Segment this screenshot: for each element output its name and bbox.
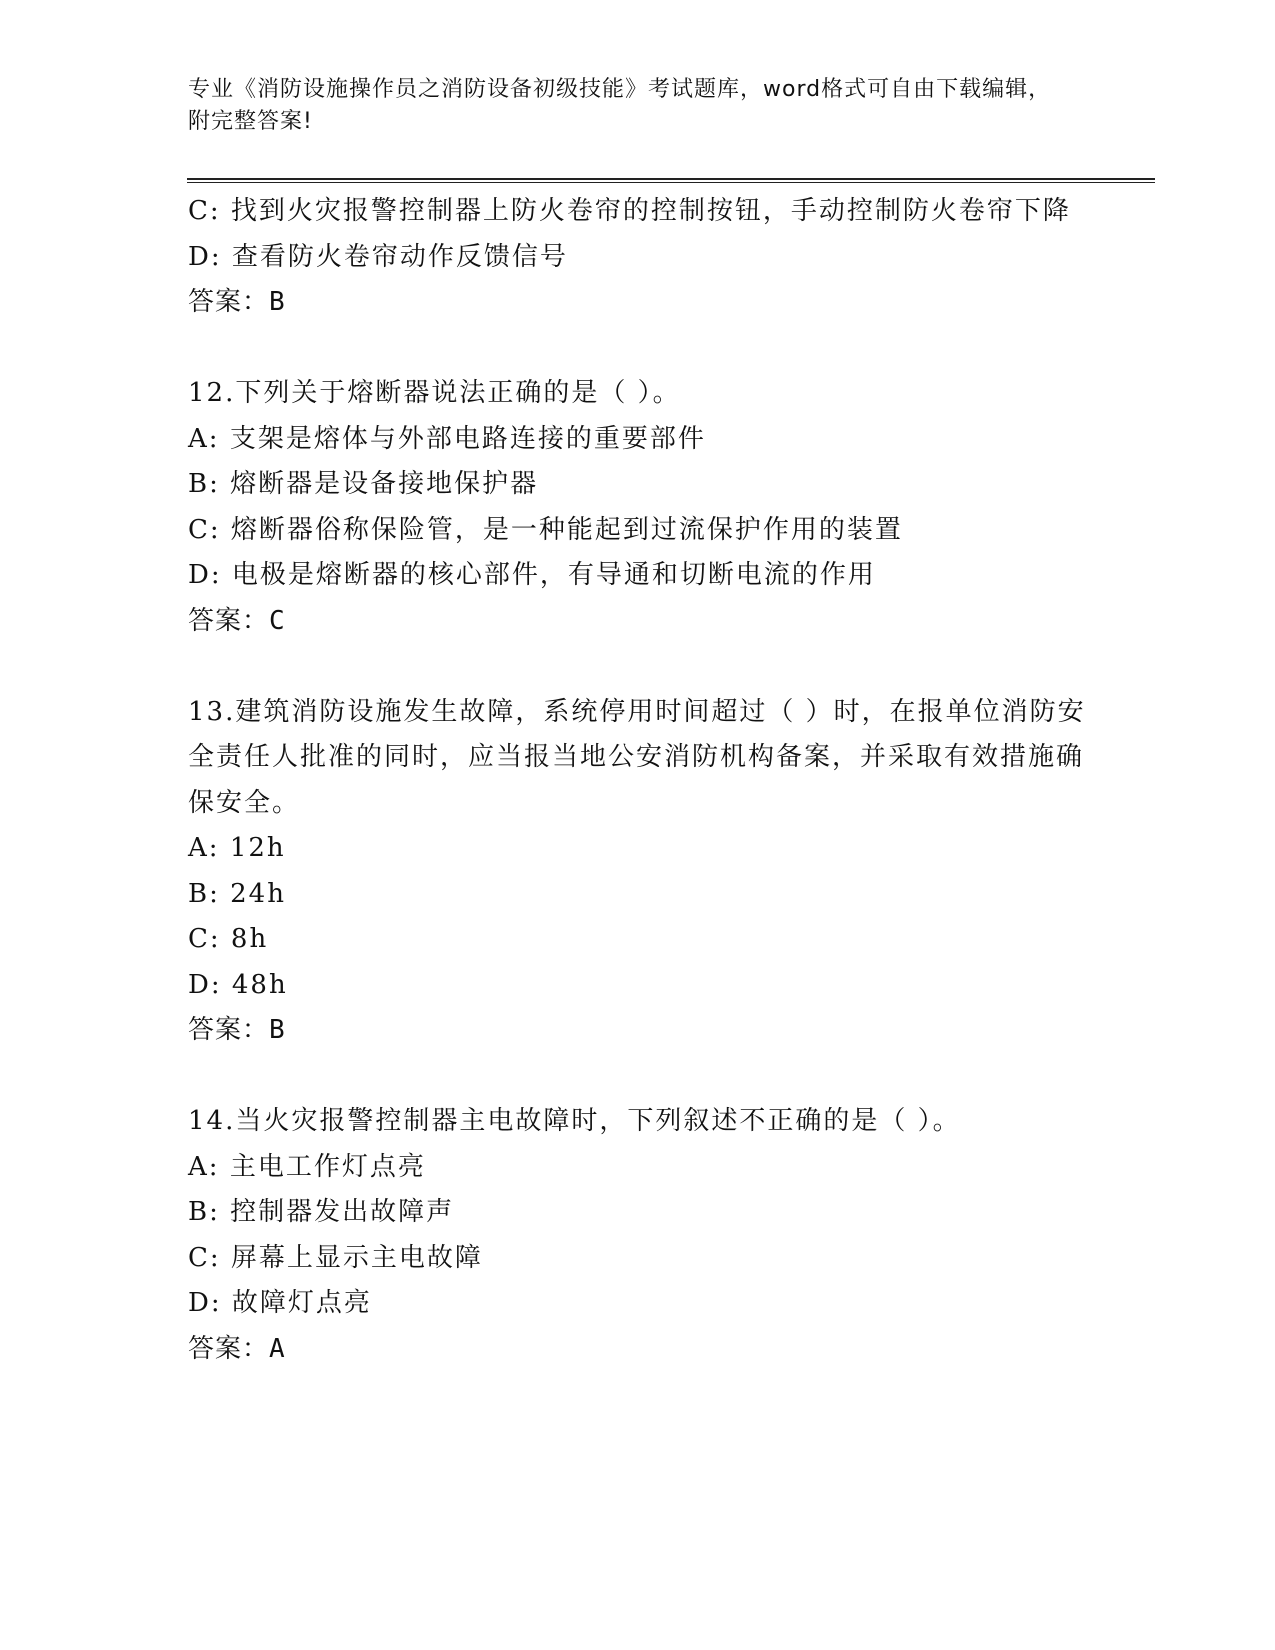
spacer <box>188 326 1088 372</box>
question-stem: 14.当火灾报警控制器主电故障时，下列叙述不正确的是（ ）。 <box>188 1106 961 1136</box>
option-b: B: 熔断器是设备接地保护器 <box>188 469 539 499</box>
option-d: D: 电极是熔断器的核心部件，有导通和切断电流的作用 <box>188 560 876 590</box>
option-a: A: 支架是熔体与外部电路连接的重要部件 <box>188 423 706 454</box>
header-divider-thick <box>187 178 1155 180</box>
option-c: C: 熔断器俗称保险管，是一种能起到过流保护作用的装置 <box>188 514 903 545</box>
header-divider-thin <box>187 182 1155 183</box>
answer-line: 答案：A <box>188 1333 286 1364</box>
answer-line: 答案：B <box>188 287 286 317</box>
question-12 <box>188 371 1088 644</box>
question-stem: 13.建筑消防设施发生故障，系统停用时间超过（ ）时，在报单位消防安全责任人批准的同时，应当报当地公安消防机构备案，并采取有效措施确保安全。 <box>188 696 1086 818</box>
answer-value: A <box>269 1333 286 1364</box>
answer-line: 答案：C <box>188 605 286 636</box>
option-c: C: 找到火灾报警控制器上防火卷帘的控制按钮，手动控制防火卷帘下降 <box>188 196 1071 226</box>
answer-value: C <box>269 605 286 636</box>
answer-value: B <box>269 1015 286 1045</box>
question-14 <box>188 1099 1088 1372</box>
question-list <box>188 189 1088 1372</box>
question-11-continued <box>188 189 1088 326</box>
option-c: C: 屏幕上显示主电故障 <box>188 1242 483 1273</box>
question-13 <box>188 690 1088 1054</box>
answer-line: 答案：B <box>188 1015 286 1045</box>
answer-value: B <box>269 287 286 317</box>
option-b: B: 控制器发出故障声 <box>188 1197 455 1227</box>
option-c: C: 8h <box>188 924 269 954</box>
spacer <box>188 644 1088 690</box>
option-d: D: 48h <box>188 969 288 1000</box>
option-a: A: 主电工作灯点亮 <box>188 1151 426 1182</box>
option-d: D: 故障灯点亮 <box>188 1288 372 1318</box>
question-stem: 12.下列关于熔断器说法正确的是（ ）。 <box>188 378 681 408</box>
spacer <box>188 1054 1088 1100</box>
document-header: 专业《消防设施操作员之消防设备初级技能》考试题库，word格式可自由下载编辑，附完整答案! <box>188 77 1052 134</box>
option-b: B: 24h <box>188 878 286 909</box>
option-d: D: 查看防火卷帘动作反馈信号 <box>188 241 568 272</box>
option-a: A: 12h <box>188 833 286 863</box>
